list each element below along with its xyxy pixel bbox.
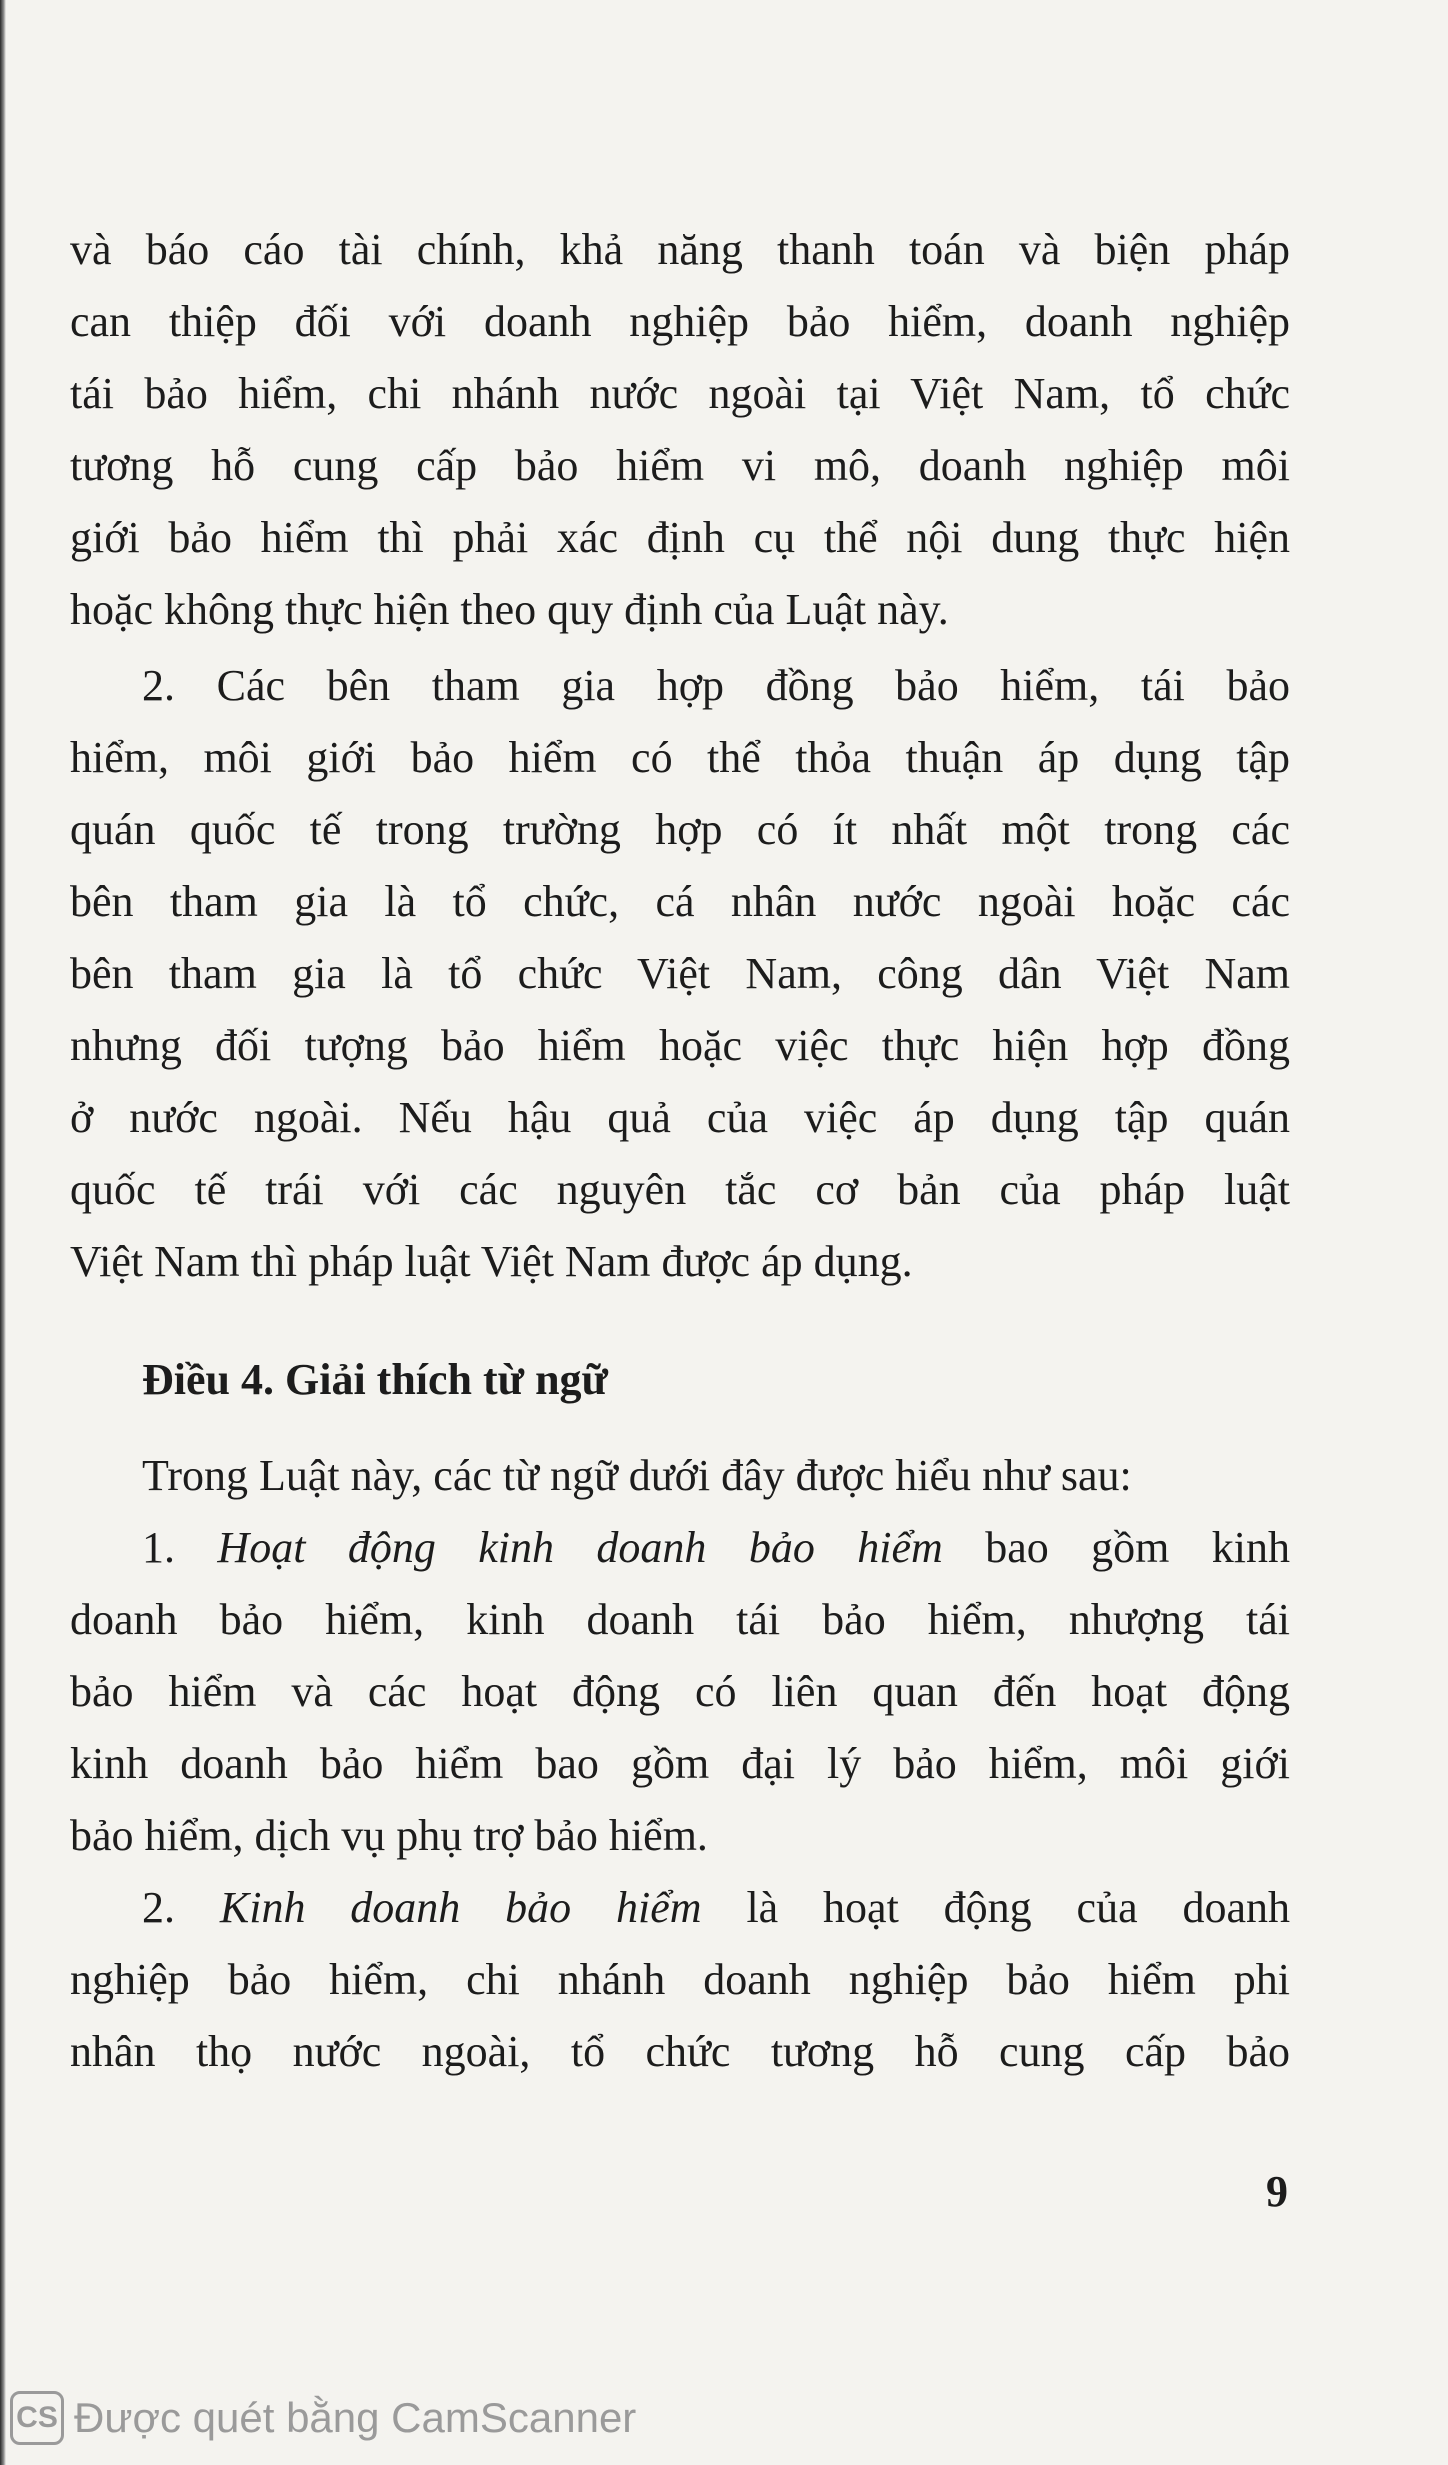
text-line: giới bảo hiểm thì phải xác định cụ thể nội dung thực hiện	[70, 513, 1290, 562]
text-line: bên tham gia là tổ chức, cá nhân nước ngoài hoặc các	[70, 877, 1290, 926]
page-edge-shadow	[0, 0, 6, 2465]
text-line: và báo cáo tài chính, khả năng thanh toán và biện pháp	[70, 225, 1290, 274]
text-line: tái bảo hiểm, chi nhánh nước ngoài tại Việt Nam, tổ chức	[70, 369, 1290, 418]
definition-first-line	[70, 1872, 1290, 1944]
text-line: quốc tế trái với các nguyên tắc cơ bản của pháp luật	[70, 1165, 1290, 1214]
defined-term: Kinh doanh bảo hiểm	[219, 1883, 702, 1932]
defined-term: Hoạt động kinh doanh bảo hiểm	[217, 1523, 943, 1572]
definition-2	[70, 1872, 1290, 2088]
article-heading: Điều 4. Giải thích từ ngữ	[142, 1355, 608, 1404]
definition-text: bao gồm kinh	[942, 1523, 1290, 1572]
text-line: bên tham gia là tổ chức Việt Nam, công dân Việt Nam	[70, 949, 1290, 998]
text-line: bảo hiểm và các hoạt động có liên quan đến hoạt động	[70, 1667, 1290, 1716]
intro-paragraph	[70, 1440, 1290, 1512]
text-line: doanh bảo hiểm, kinh doanh tái bảo hiểm, nhượng tái	[70, 1595, 1290, 1644]
text-line: ở nước ngoài. Nếu hậu quả của việc áp dụng tập quán	[70, 1093, 1290, 1142]
definition-first-line	[70, 1512, 1290, 1584]
paragraph-2	[70, 650, 1290, 1298]
text-line: quán quốc tế trong trường hợp có ít nhất một trong các	[70, 805, 1290, 854]
watermark-text: Được quét bằng CamScanner	[74, 2394, 637, 2441]
text-line: tương hỗ cung cấp bảo hiểm vi mô, doanh nghiệp môi	[70, 441, 1290, 490]
definition-text: là hoạt động của doanh	[701, 1883, 1290, 1932]
text-line: bảo hiểm, dịch vụ phụ trợ bảo hiểm.	[70, 1811, 708, 1860]
page-number: 9	[1266, 2167, 1288, 2216]
scanner-watermark	[10, 2388, 636, 2448]
text-line: kinh doanh bảo hiểm bao gồm đại lý bảo hiểm, môi giới	[70, 1739, 1290, 1788]
text-line: Trong Luật này, các từ ngữ dưới đây được hiểu như sau:	[142, 1451, 1132, 1500]
text-line: nhưng đối tượng bảo hiểm hoặc việc thực hiện hợp đồng	[70, 1021, 1290, 1070]
definition-1	[70, 1512, 1290, 1872]
paragraph-1	[70, 214, 1290, 646]
definition-number: 2.	[142, 1883, 220, 1932]
text-line: hiểm, môi giới bảo hiểm có thể thỏa thuận áp dụng tập	[70, 733, 1290, 782]
text-line: 2. Các bên tham gia hợp đồng bảo hiểm, tái bảo	[142, 661, 1290, 710]
definition-number: 1.	[142, 1523, 218, 1572]
text-line: can thiệp đối với doanh nghiệp bảo hiểm, doanh nghiệp	[70, 297, 1290, 346]
text-line: nhân thọ nước ngoài, tổ chức tương hỗ cung cấp bảo	[70, 2027, 1290, 2076]
text-line: hoặc không thực hiện theo quy định của Luật này.	[70, 585, 949, 634]
camscanner-logo-icon: CS	[10, 2391, 64, 2445]
text-line: Việt Nam thì pháp luật Việt Nam được áp dụng.	[70, 1237, 913, 1286]
text-line: nghiệp bảo hiểm, chi nhánh doanh nghiệp bảo hiểm phi	[70, 1955, 1290, 2004]
